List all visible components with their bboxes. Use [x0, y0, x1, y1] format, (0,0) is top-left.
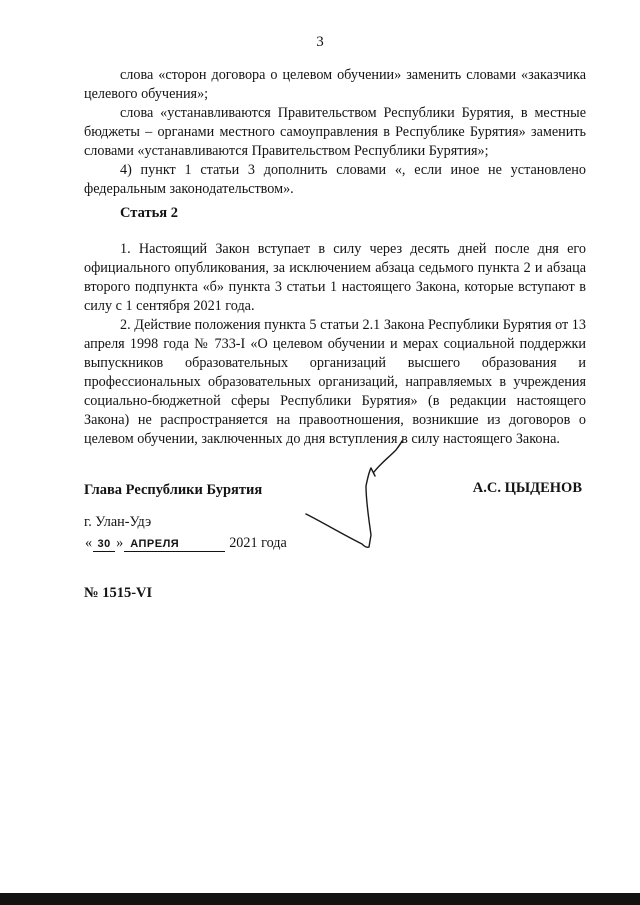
date-open-quote: « [85, 535, 93, 551]
amendment-list [84, 66, 586, 199]
city: г. Улан-Удэ [84, 514, 152, 530]
amendment-item: слова «устанавливаются Правительством Республики Бурятия, в местные бюджеты – органами местного самоуправления в Республике Бурятия» заменить словами «устанавливаются Правительством Республики Бурятия»; [84, 105, 586, 159]
signing-date [84, 535, 287, 552]
article-paragraph: 1. Настоящий Закон вступает в силу через десять дней после дня его официального опубликования, за исключением абзаца седьмого пункта 2 и абзаца второго подпункта «б» пункта 3 статьи 1 настоящего Закона, которые вступают в силу с 1 сентября 2021 года. [84, 241, 586, 314]
date-month: АПРЕЛЯ [124, 537, 225, 552]
amendment-item: слова «сторон договора о целевом обучении» заменить словами «заказчика целевого обучения»; [84, 67, 586, 102]
page-number: 3 [316, 34, 324, 50]
date-year: 2021 года [229, 535, 287, 551]
amendment-item: 4) пункт 1 статьи 3 дополнить словами «, если иное не установлено федеральным законодательством». [84, 162, 586, 197]
scan-edge [0, 893, 640, 905]
signatory-title: Глава Республики Бурятия [84, 482, 263, 498]
article-body [84, 240, 586, 449]
article-heading: Статья 2 [120, 205, 178, 221]
date-day: 30 [93, 537, 115, 552]
article-paragraph: 2. Действие положения пункта 5 статьи 2.1 Закона Республики Бурятия от 13 апреля 1998 года № 733-I «О целевом обучении и мерах социальной поддержки выпускников образовательных организаций высшего образования и профессиональных образовательных организаций, направляемых в учреждения социально-бюджетной сферы Республики Бурятия» (в редакции настоящего Закона) не распространяется на правоотношения, возникшие из договоров о целевом обучении, заключенных до дня вступления в силу настоящего Закона. [84, 317, 586, 447]
handwritten-signature [300, 440, 415, 555]
date-close-quote: » [116, 535, 124, 551]
law-number: № 1515-VI [84, 585, 153, 601]
signatory-name: А.С. ЦЫДЕНОВ [472, 480, 582, 496]
